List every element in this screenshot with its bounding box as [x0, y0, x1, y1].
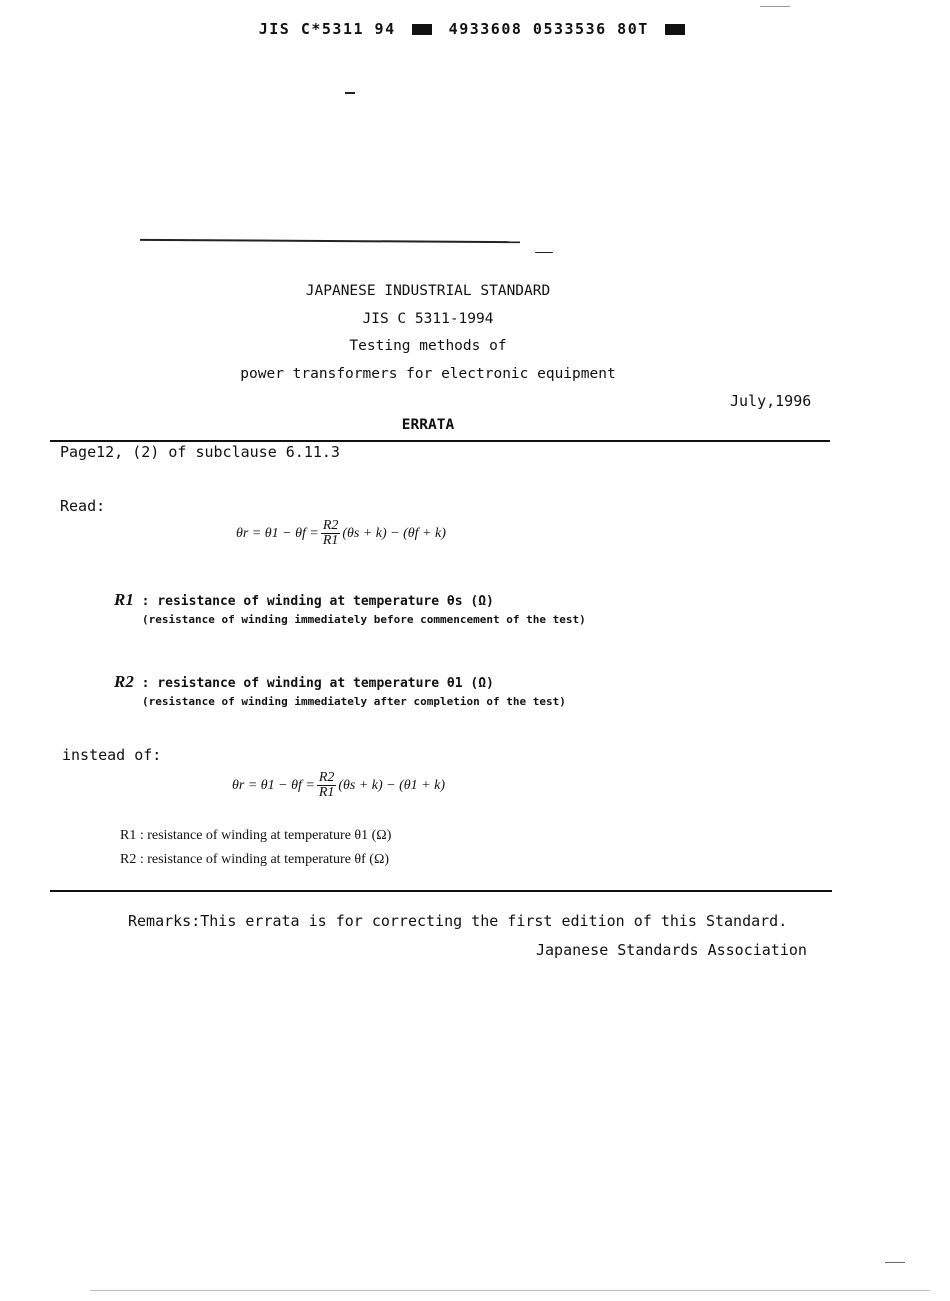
standard-title-block [0, 278, 856, 388]
def-text: : resistance of winding at temperature θ1 (Ω) [141, 676, 494, 691]
instead-of-formula-lhs: θr = θ1 − θf = [232, 777, 315, 793]
scan-speck [885, 1262, 905, 1263]
instead-of-formula-denominator: R1 [318, 785, 335, 800]
read-formula-denominator: R1 [322, 533, 339, 548]
scan-bottom-noise [90, 1290, 930, 1291]
def-symbol: R2 [114, 672, 134, 691]
instead-of-formula-numerator: R2 [318, 770, 335, 785]
standard-org-title: JAPANESE INDUSTRIAL STANDARD [305, 283, 551, 299]
header-code-middle: 4933608 0533536 80T [448, 20, 649, 38]
read-label: Read: [60, 497, 106, 515]
read-formula-fraction [321, 519, 341, 548]
def-note: (resistance of winding immediately before commencement of the test) [142, 613, 586, 626]
read-formula-rhs: (θs + k) − (θf + k) [342, 525, 446, 541]
instead-of-def-r2: R2 : resistance of winding at temperature θf (Ω) [120, 852, 390, 867]
issue-date: July,1996 [730, 392, 812, 410]
read-formula-lhs: θr = θ1 − θf = [236, 525, 319, 541]
instead-of-formula-rhs: (θs + k) − (θ1 + k) [338, 777, 445, 793]
header-block-mark [412, 24, 432, 35]
top-divider [50, 440, 830, 442]
read-formula-numerator: R2 [322, 518, 339, 533]
standard-number: JIS C 5311-1994 [362, 310, 494, 327]
instead-of-formula [232, 771, 445, 800]
header-document-code [0, 20, 950, 38]
instead-of-label: instead of: [62, 746, 162, 764]
standard-subject-line2: power transformers for electronic equipment [240, 365, 616, 382]
scan-rule [140, 239, 520, 243]
def-note: (resistance of winding immediately after completion of the test) [142, 695, 566, 708]
def-text: : resistance of winding at temperature θs (Ω) [141, 594, 494, 609]
scan-speck [760, 6, 790, 7]
errata-heading: ERRATA [401, 417, 455, 433]
read-def-r1 [114, 590, 586, 626]
scan-speck [535, 252, 553, 253]
read-def-r2 [114, 672, 566, 708]
publisher-name: Japanese Standards Association [536, 941, 807, 959]
instead-of-def-r1: R1 : resistance of winding at temperature θ1 (Ω) [120, 828, 392, 843]
remarks-text: Remarks:This errata is for correcting the first edition of this Standard. [128, 912, 788, 930]
def-symbol: R1 [114, 590, 134, 609]
bottom-divider [50, 890, 832, 892]
scan-speck [345, 92, 355, 94]
read-formula [236, 519, 446, 548]
header-code-left: JIS C*5311 94 [258, 20, 396, 38]
errata-location: Page12, (2) of subclause 6.11.3 [60, 443, 340, 461]
instead-of-formula-fraction [317, 771, 337, 800]
standard-subject-line1: Testing methods of [349, 338, 507, 354]
header-block-mark [665, 24, 685, 35]
